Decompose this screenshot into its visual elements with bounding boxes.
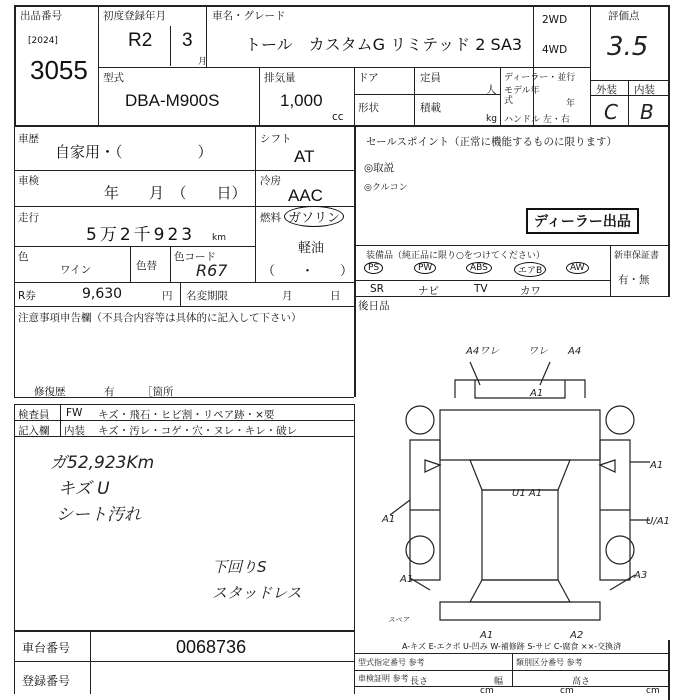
divider [356,296,670,297]
mileage-label: 走行 [18,212,39,224]
dmg-top: A4ワレ [466,346,500,357]
dealer-import: ディーラー・並行 [504,73,576,83]
ext-grade: C [604,100,618,124]
int-label: 内装 [634,84,655,96]
divider [14,630,354,632]
divider [255,127,256,282]
sales-point-item-2: ◎クルコン [364,183,408,193]
frame-right-low [668,640,670,700]
hw-seat: シート汚れ [56,505,141,525]
dim-length: 長さ [410,677,429,687]
equipment-label: 装備品（純正品に限り○をつけてください） [366,251,545,261]
divider [414,67,415,127]
load-label: 積載 [420,102,441,114]
in-text: キズ・汚レ・コゲ・穴・ヌレ・キレ・破レ [98,425,298,437]
divider [259,67,260,127]
recycle-unit: 円 [162,290,173,302]
equip-airbag: エアB [514,262,546,277]
hw-under: 下回りS [212,558,267,576]
dmg-right-u: U/A1 [646,516,670,527]
registration-label: 登録番号 [22,674,71,688]
hw-studless: スタッドレス [212,584,302,602]
rear-gate [440,602,600,620]
rear-item: 後日品 [358,300,390,312]
divider [533,5,534,127]
warranty-value: 有・無 [618,274,650,286]
color-code-label: 色コード [174,251,216,263]
name-change-label: 名変期限 [186,290,228,302]
notes-label: 注意事項申告欄（不具合内容等は具体的に記入して下さい） [18,312,302,324]
wheel-fr [606,406,634,434]
divider [180,282,181,306]
fuel-gasoline: ガソリン [284,206,344,227]
dmg-top-right: A4 [568,346,582,357]
name-change-month: 月 [282,290,293,302]
model-value: DBA-M900S [125,91,220,110]
ext-label: 外装 [596,84,617,96]
divider [628,80,629,127]
first-reg-label: 初度登録年月 [103,10,166,22]
divider [356,280,610,281]
history-label: 車歴 [18,133,39,145]
entry-label: 記入欄 [18,425,50,437]
dmg-rear-left: A1 [400,574,414,585]
divider [170,26,171,66]
divider [354,94,500,95]
inspector-label: 検査員 [18,409,50,421]
divider [14,246,255,247]
mileage-unit: km [212,233,226,243]
divider [354,127,356,397]
rear-window [470,580,570,602]
doors-label: ドア [358,72,379,84]
dim-width: 幅 [494,677,504,687]
dmg-rear: A1 [480,630,494,640]
dealer-badge: ディーラー出品 [526,208,639,234]
divider [14,125,670,127]
divider [354,67,355,127]
aircon-value: AAC [288,186,323,205]
fuel-diesel: 軽油 [298,241,325,256]
capacity-unit: 人 [486,84,497,96]
divider [170,246,171,282]
frame-left-low [14,404,15,694]
divider [90,630,91,694]
frame-left-top [14,5,16,125]
dmg-left: A1 [382,514,396,525]
divider [98,5,99,125]
drive-4wd: 4WD [542,44,568,56]
dim-length-cm: cm [480,686,494,696]
divider [14,306,354,307]
vehicle-cert: 車検証明 参考 [358,674,409,683]
first-reg-month: 3 [182,30,193,51]
displacement-value: 1,000 [280,91,323,110]
dmg-rear-2: A2 [570,630,584,640]
grade-value: 3.5 [607,32,649,62]
displacement-unit: cc [332,111,344,123]
frame-right-mid [668,127,670,297]
dmg-rear-right: A3 [634,570,648,581]
equip-pw: PW [414,262,436,274]
sales-point-item-1: ◎取説 [364,162,395,174]
color-code: R67 [196,261,228,280]
divider [354,404,355,694]
aircon-label: 冷房 [260,175,281,187]
shift-label: シフト [260,133,292,145]
fuel-label: 燃料 [260,212,281,224]
history-value: 自家用・（ ） [55,143,213,161]
mileage-value: 5万2千923 [86,225,196,245]
divider [590,80,670,81]
first-reg-month-unit: 月 [198,57,208,67]
divider [14,170,354,171]
hood [440,410,600,460]
grade-label: 評価点 [608,10,640,22]
fw-text: キズ・飛石・ヒビ割・リペア跡・×要 [98,409,275,421]
displacement-label: 排気量 [264,72,296,84]
lot-label: 出品番号 [20,10,62,22]
inspection-label: 車検 [18,175,39,187]
type-spec: 型式指定番号 参考 [358,658,425,667]
lot-number: 3055 [30,55,88,85]
car-diagram [370,340,670,640]
roof [482,490,558,580]
wheel-fl [406,406,434,434]
recycle-value: 9,630 [82,286,123,302]
lot-year: [2024] [28,36,58,46]
repair-value: 有 [104,386,115,398]
frame-top [14,5,670,7]
dim-width-cm: cm [560,686,574,696]
class-spec: 類別区分番号 参考 [516,658,583,667]
load-unit: kg [486,114,497,124]
divider [500,67,501,127]
divider [14,282,354,283]
divider [14,661,354,662]
hw-mileage: ガ52,923Km [50,453,155,473]
divider [14,404,354,405]
divider [512,653,513,686]
frame-right-top [668,5,670,127]
name-change-day: 日 [330,290,341,302]
equip-aw: AW [566,262,589,274]
divider [354,686,670,687]
repair-place: ［箇所 [142,386,174,398]
warranty-label: 新車保証書 [614,251,660,261]
divider [356,245,670,246]
divider [98,67,590,68]
equip-navi: ナビ [418,285,439,297]
dim-height-cm: cm [646,686,660,696]
divider [610,245,611,297]
drive-2wd: 2WD [542,14,568,26]
dmg-hood: A1 [530,388,544,399]
repair-label: 修復歴 [34,386,66,398]
handle: ハンドル 左・右 [504,115,570,125]
sales-point-label: セールスポイント（正常に機能するものに限ります） [366,136,618,148]
car-name-value: トール カスタムG リミテッド 2 SA3 [245,35,523,54]
color-value: ワイン [60,264,92,276]
shape-label: 形状 [358,102,379,114]
year-unit: 年 [566,99,576,109]
int-grade: B [640,100,654,124]
windshield [470,460,570,490]
equip-tv: TV [474,283,488,295]
color-change-label: 色替 [136,260,157,272]
shift-value: AT [294,147,315,166]
dim-height: 高さ [572,677,591,687]
chassis-label: 車台番号 [22,641,71,655]
fuel-blank: （ ・ ） [262,264,354,279]
fw-label: FW [66,407,83,419]
in-label: 内装 [64,425,85,437]
chassis-value: 0068736 [176,637,247,657]
dmg-right: A1 [650,460,664,471]
dmg-top-mid: ワレ [528,346,548,357]
frame-left-mid [14,127,15,397]
hw-scratch: キズ U [58,479,110,499]
divider [130,246,131,282]
divider [590,5,591,127]
capacity-label: 定員 [420,72,441,84]
dmg-roof: U1 A1 [512,488,543,499]
first-reg-era: R2 [128,30,153,51]
dmg-spare: スペア [388,616,409,624]
divider [60,404,61,436]
equip-ps: PS [364,262,383,274]
model-label: 型式 [103,72,124,84]
inspection-value: 年 月 （ 日） [104,184,247,202]
equip-sr: SR [370,283,384,295]
equip-leather: カワ [520,285,541,297]
car-name-label: 車名・グレード [212,10,286,22]
recycle-label: R券 [18,290,36,302]
model-year: モデル年式 [504,86,540,106]
color-label: 色 [18,251,29,263]
equip-abs: ABS [466,262,492,274]
legend: A-キズ E-エクボ U-凹み W-補修跡 S-サビ C-腐食 ××-交換済 [402,642,622,651]
